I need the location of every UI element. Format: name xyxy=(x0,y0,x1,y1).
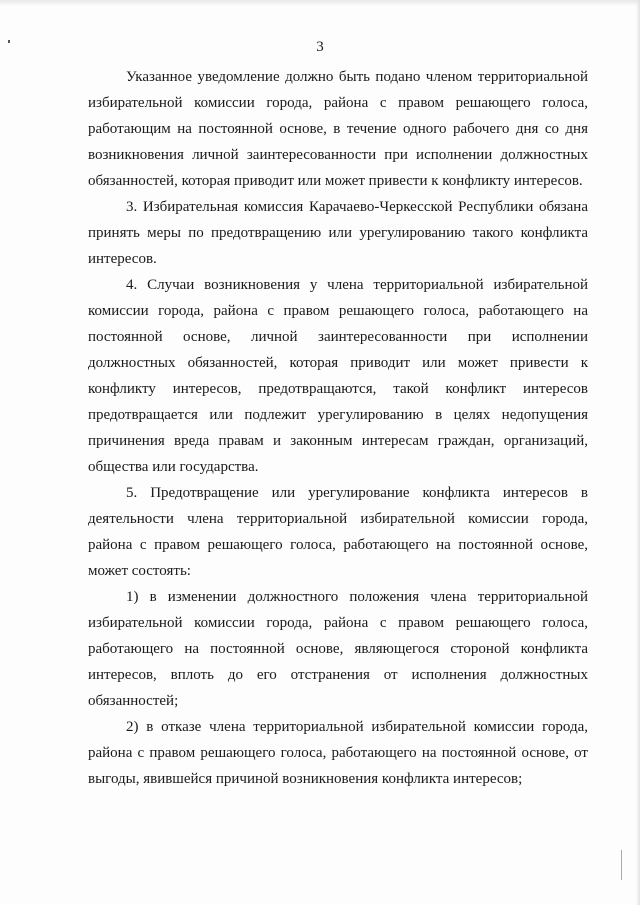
document-body xyxy=(88,64,588,792)
list-item-2: 2) в отказе члена территориальной избирательной комиссии города, района с правом решающего голоса, работающего на постоянной основе, от выгоды, явившейся причиной возникновения конфликта интересов; xyxy=(88,719,588,787)
list-item-1: 1) в изменении должностного положения члена территориальной избирательной комиссии города, района с правом решающего голоса, работающего на постоянной основе, являющегося стороной конфликта интересов, вплоть до его отстранения от исполнения должностных обязанностей; xyxy=(88,589,588,709)
paragraph-4: 4. Случаи возникновения у члена территориальной избирательной комиссии города, района с правом решающего голоса, работающего на постоянной основе, личной заинтересованности при исполнении должностных обязанностей, которая приводит или может привести к конфликту интересов, предотвращаются, такой конфликт интересов предотвращается или подлежит урегулированию в целях недопущения причинения вреда правам и законным интересам граждан, организаций, общества или государства. xyxy=(88,277,588,475)
scan-right-edge xyxy=(636,0,640,905)
page-number: 3 xyxy=(316,39,324,55)
paragraph-5: 5. Предотвращение или урегулирование конфликта интересов в деятельности члена территориальной избирательной комиссии города, района с правом решающего голоса, работающего на постоянной основе, может состоять: xyxy=(88,485,588,579)
paragraph-notification-deadline: Указанное уведомление должно быть подано членом территориальной избирательной комиссии города, района с правом решающего голоса, работающим на постоянной основе, в течение одного рабочего дня со дня возникновения личной заинтересованности при исполнении должностных обязанностей, которая приводит или может привести к конфликту интересов. xyxy=(88,69,588,189)
scan-top-shadow xyxy=(0,0,640,6)
paragraph-3: 3. Избирательная комиссия Карачаево-Черкесской Республики обязана принять меры по предотвращению или урегулированию такого конфликта интересов. xyxy=(88,199,588,267)
scan-edge-mark xyxy=(621,850,622,880)
